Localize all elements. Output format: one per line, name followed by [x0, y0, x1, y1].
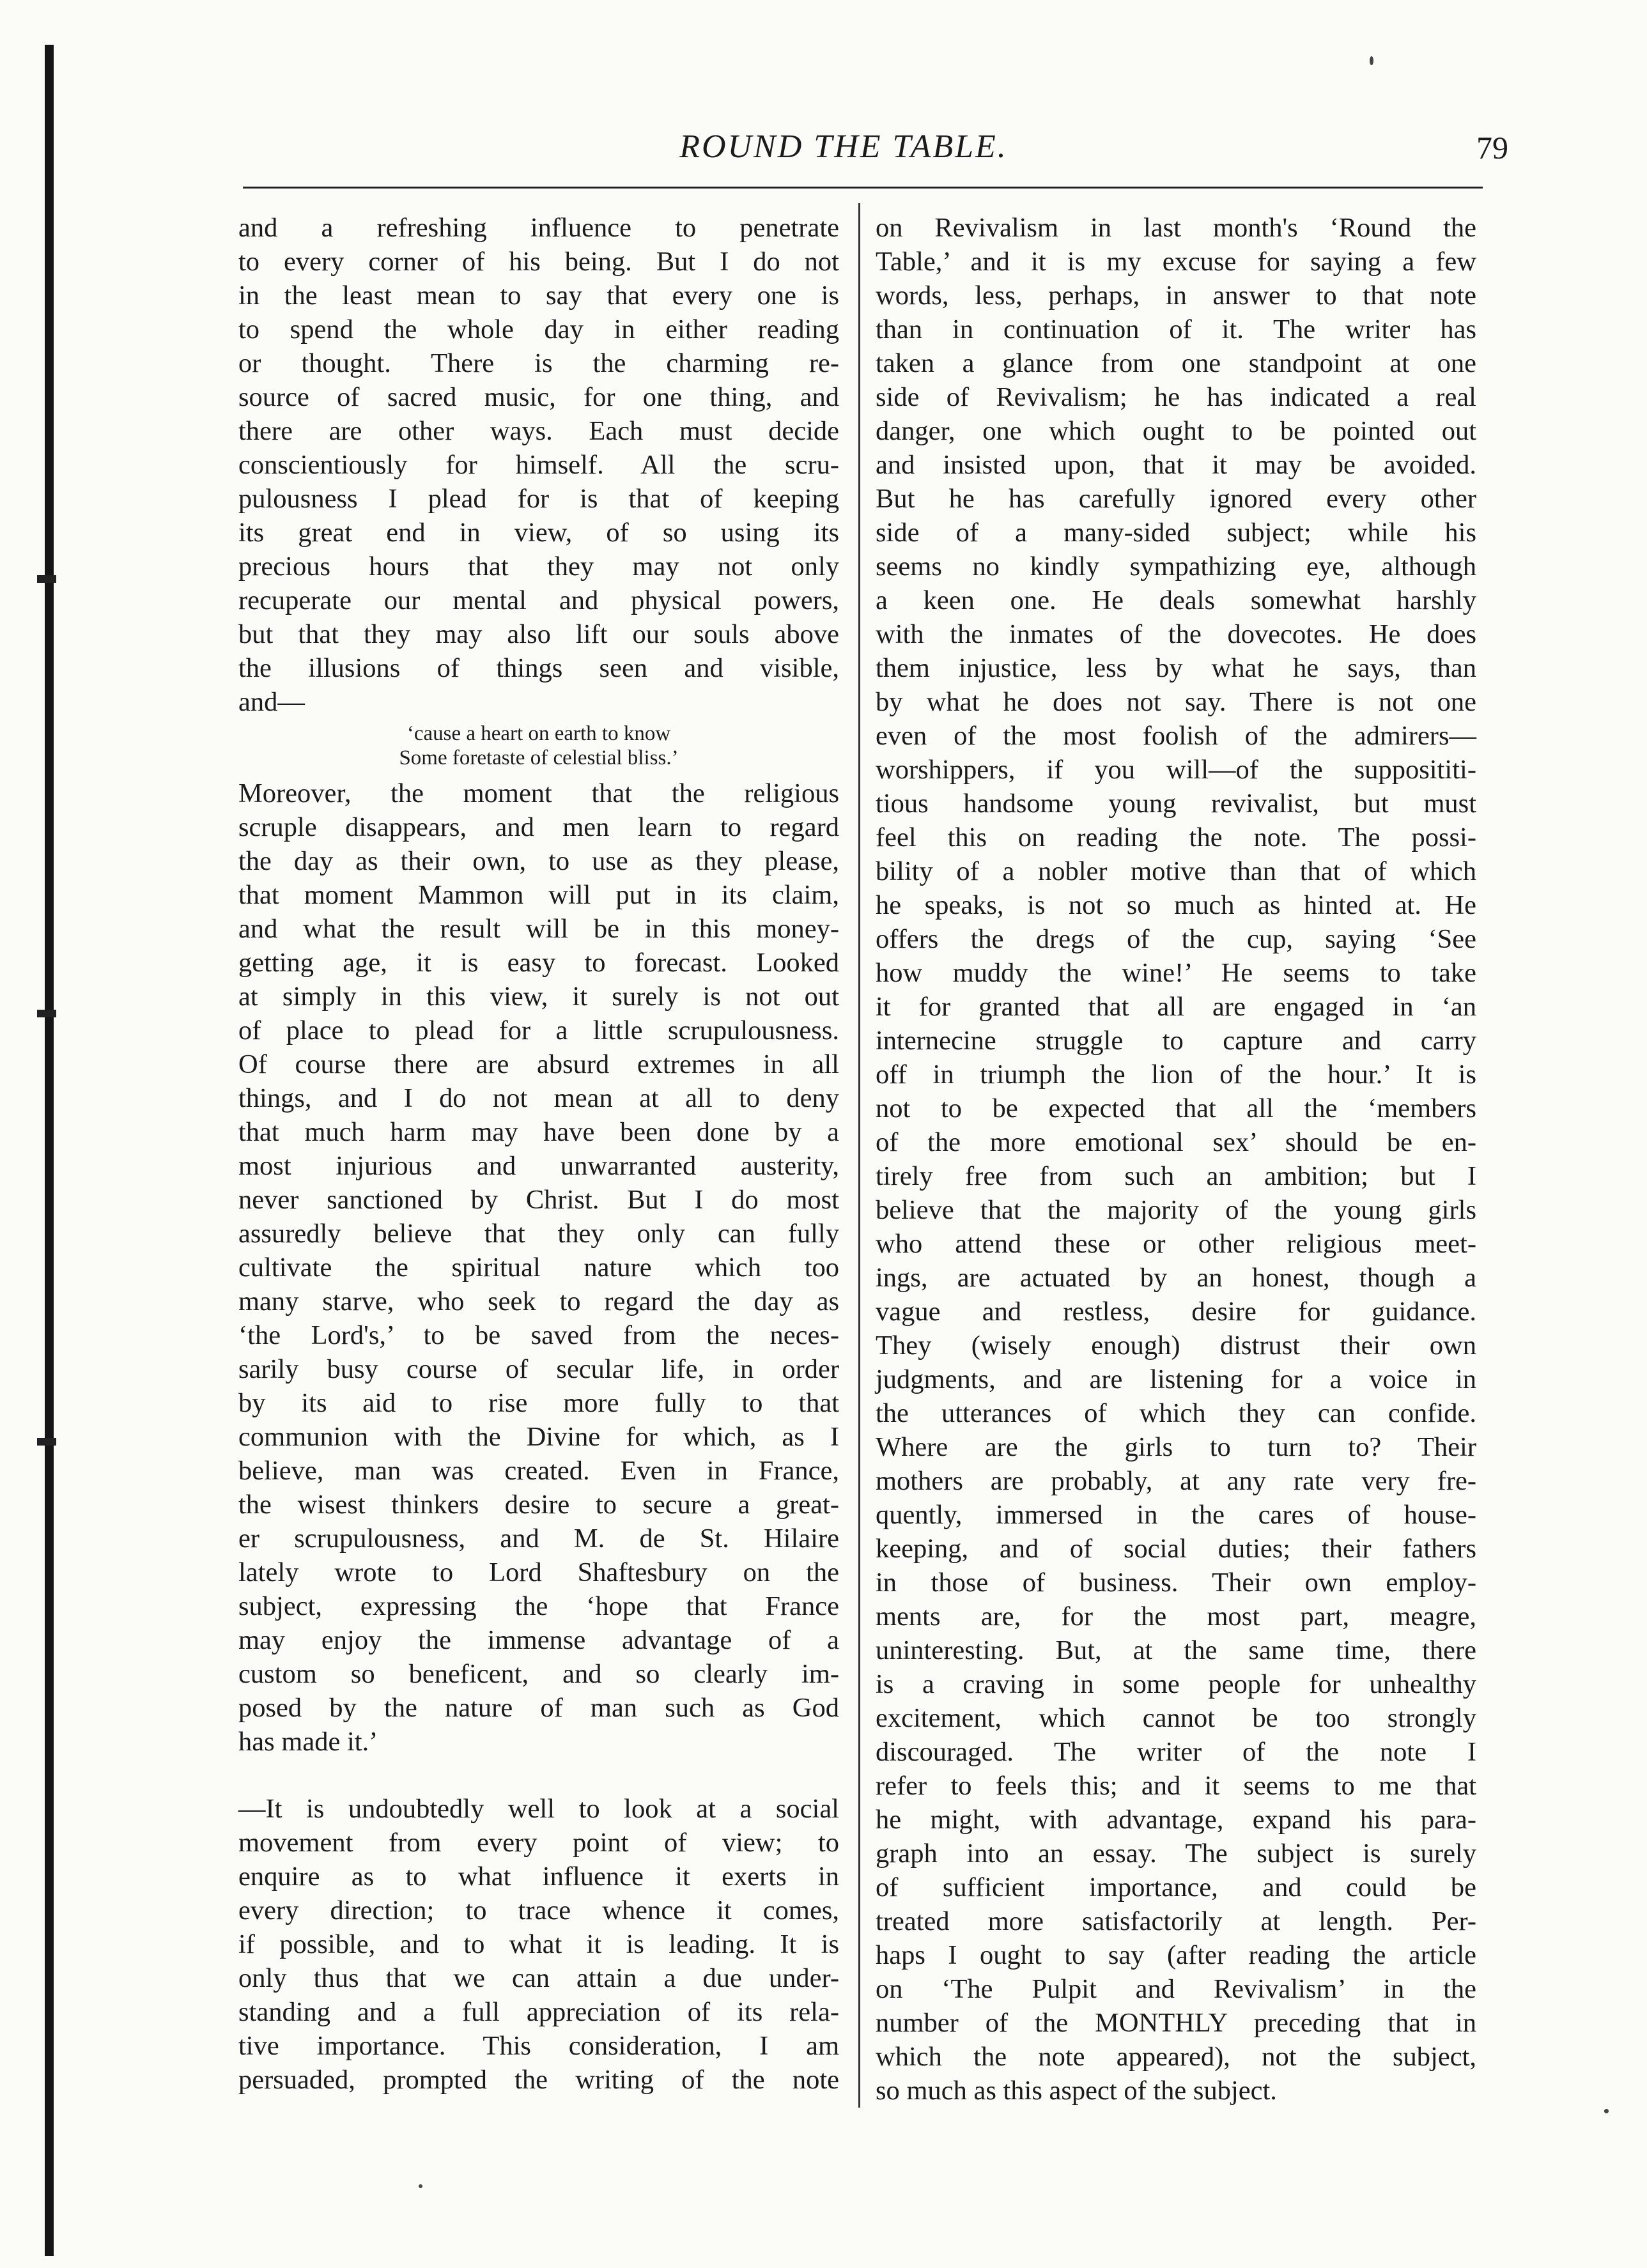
text-line: side of a many-sided subject; while his [876, 518, 1476, 548]
text-line: They (wisely enough) distrust their own [876, 1331, 1476, 1361]
text-line: side of Revivalism; he has indicated a real [876, 382, 1476, 412]
text-line: has made it.’ [238, 1727, 378, 1757]
text-line: it for granted that all are engaged in ‘an [876, 992, 1476, 1022]
text-line: movement from every point of view; to [238, 1828, 839, 1858]
text-line: he speaks, is not so much as hinted at. He [876, 890, 1476, 920]
text-line: sarily busy course of secular life, in order [238, 1354, 839, 1384]
text-line: feel this on reading the note. The possi- [876, 822, 1476, 852]
text-line: bility of a nobler motive than that of which [876, 856, 1476, 886]
text-line: at simply in this view, it surely is not out [238, 982, 839, 1012]
binding-edge [45, 45, 54, 2256]
page-header [179, 121, 1508, 179]
text-line: believe, man was created. Even in France, [238, 1456, 839, 1486]
header-rule [243, 187, 1483, 189]
paragraph [238, 776, 839, 1759]
text-line: subject, expressing the ‘hope that France [238, 1591, 839, 1621]
text-line: tious handsome young revivalist, but must [876, 789, 1476, 819]
text-line: er scrupulousness, and M. de St. Hilaire [238, 1524, 839, 1554]
text-line: most injurious and unwarranted austerity, [238, 1151, 839, 1181]
text-line: on ‘The Pulpit and Revivalism’ in the [876, 1974, 1476, 2004]
text-line: custom so beneficent, and so clearly im- [238, 1659, 839, 1689]
text-line: danger, one which ought to be pointed out [876, 416, 1476, 446]
text-line: who attend these or other religious meet- [876, 1229, 1476, 1259]
paragraph [238, 1792, 839, 2097]
text-line: taken a glance from one standpoint at one [876, 348, 1476, 378]
text-line: to spend the whole day in either reading [238, 314, 839, 344]
column-divider [858, 203, 860, 2108]
text-line: keeping, and of social duties; their fathers [876, 1534, 1476, 1564]
text-line: assuredly believe that they only can fully [238, 1219, 839, 1249]
text-line: internecine struggle to capture and carry [876, 1026, 1476, 1056]
text-line: lately wrote to Lord Shaftesbury on the [238, 1557, 839, 1587]
text-line: that moment Mammon will put in its claim, [238, 880, 839, 910]
text-line: by what he does not say. There is not one [876, 687, 1476, 717]
text-line: so much as this aspect of the subject. [876, 2076, 1277, 2106]
text-line: in the least mean to say that every one is [238, 281, 839, 311]
text-line: getting age, it is easy to forecast. Looked [238, 948, 839, 978]
text-line: of sufficient importance, and could be [876, 1872, 1476, 1902]
text-line: of the more emotional sex’ should be en- [876, 1127, 1476, 1157]
text-line: in those of business. Their own employ- [876, 1568, 1476, 1598]
text-line: posed by the nature of man such as God [238, 1693, 839, 1723]
text-line: but that they may also lift our souls above [238, 619, 839, 649]
text-line: judgments, and are listening for a voice in [876, 1364, 1476, 1394]
text-line: them injustice, less by what he says, than [876, 653, 1476, 683]
text-line: off in triumph the lion of the hour.’ It is [876, 1060, 1476, 1090]
binding-mark [37, 1438, 56, 1446]
text-line: refer to feels this; and it seems to me that [876, 1771, 1476, 1801]
text-line: haps I ought to say (after reading the article [876, 1940, 1476, 1970]
text-line: than in continuation of it. The writer has [876, 314, 1476, 344]
text-line: there are other ways. Each must decide [238, 416, 839, 446]
text-line: ‘the Lord's,’ to be saved from the neces- [238, 1320, 839, 1350]
text-line: offers the dregs of the cup, saying ‘See [876, 924, 1476, 954]
text-line: which the note appeared), not the subject, [876, 2042, 1476, 2072]
left-column [238, 211, 839, 2097]
paragraph [876, 211, 1476, 2108]
text-line: Where are the girls to turn to? Their [876, 1432, 1476, 1462]
text-line: of place to plead for a little scrupulousness. [238, 1015, 839, 1045]
text-line: many starve, who seek to regard the day as [238, 1286, 839, 1316]
text-line: that much harm may have been done by a [238, 1117, 839, 1147]
text-line: he might, with advantage, expand his para- [876, 1805, 1476, 1835]
text-line: cultivate the spiritual nature which too [238, 1253, 839, 1283]
text-line: never sanctioned by Christ. But I do most [238, 1185, 839, 1215]
text-line: mothers are probably, at any rate very fre- [876, 1466, 1476, 1496]
text-line: enquire as to what influence it exerts in [238, 1862, 839, 1892]
quote-line: Some foretaste of celestial bliss.’ [399, 746, 679, 769]
text-line: and insisted upon, that it may be avoided. [876, 450, 1476, 480]
running-head: ROUND THE TABLE. [679, 128, 1008, 165]
text-line: on Revivalism in last month's ‘Round the [876, 213, 1476, 243]
quote-line: ‘cause a heart on earth to know [406, 722, 671, 745]
text-line: may enjoy the immense advantage of a [238, 1625, 839, 1655]
text-line: discouraged. The writer of the note I [876, 1737, 1476, 1767]
text-line: Of course there are absurd extremes in all [238, 1049, 839, 1079]
text-line: ings, are actuated by an honest, though a [876, 1263, 1476, 1293]
text-line: with the inmates of the dovecotes. He does [876, 619, 1476, 649]
text-line: tirely free from such an ambition; but I [876, 1161, 1476, 1191]
text-line: is a craving in some people for unhealthy [876, 1669, 1476, 1699]
text-line: conscientiously for himself. All the scru- [238, 450, 839, 480]
text-line: uninteresting. But, at the same time, there [876, 1635, 1476, 1665]
text-line: communion with the Divine for which, as I [238, 1422, 839, 1452]
text-line: precious hours that they may not only [238, 552, 839, 582]
text-line: things, and I do not mean at all to deny [238, 1083, 839, 1113]
verse-quote [238, 721, 839, 770]
paragraph [238, 211, 839, 719]
text-line: the utterances of which they can confide. [876, 1398, 1476, 1428]
text-line: even of the most foolish of the admirers— [876, 721, 1476, 751]
binding-mark [37, 575, 56, 583]
text-line: ments are, for the most part, meagre, [876, 1601, 1476, 1632]
text-line: persuaded, prompted the writing of the note [238, 2065, 839, 2095]
ink-speck [419, 2184, 422, 2188]
text-line: quently, immersed in the cares of house- [876, 1500, 1476, 1530]
text-line: and what the result will be in this money- [238, 914, 839, 944]
text-line: every direction; to trace whence it comes, [238, 1895, 839, 1925]
text-line: excitement, which cannot be too strongly [876, 1703, 1476, 1733]
text-line: pulousness I plead for is that of keeping [238, 484, 839, 514]
text-line: graph into an essay. The subject is surely [876, 1839, 1476, 1869]
text-line: standing and a full appreciation of its rela- [238, 1997, 839, 2027]
text-line: tive importance. This consideration, I am [238, 2031, 839, 2061]
page-number: 79 [1476, 130, 1508, 166]
right-column [876, 211, 1476, 2108]
text-line: scruple disappears, and men learn to regard [238, 812, 839, 842]
text-line: Table,’ and it is my excuse for saying a few [876, 247, 1476, 277]
text-line: vague and restless, desire for guidance. [876, 1297, 1476, 1327]
text-line: only thus that we can attain a due under- [238, 1963, 839, 1993]
text-line: worshippers, if you will—of the supposititi- [876, 755, 1476, 785]
text-line: believe that the majority of the young girls [876, 1195, 1476, 1225]
text-line: to every corner of his being. But I do not [238, 247, 839, 277]
text-line: But he has carefully ignored every other [876, 484, 1476, 514]
text-line: source of sacred music, for one thing, and [238, 382, 839, 412]
ink-speck [1604, 2109, 1609, 2113]
text-line: the illusions of things seen and visible, [238, 653, 839, 683]
text-line: words, less, perhaps, in answer to that note [876, 281, 1476, 311]
text-line: —It is undoubtedly well to look at a social [238, 1794, 839, 1824]
text-line: seems no kindly sympathizing eye, although [876, 552, 1476, 582]
text-line: recuperate our mental and physical powers, [238, 585, 839, 615]
text-line: Moreover, the moment that the religious [238, 778, 839, 808]
text-line: by its aid to rise more fully to that [238, 1388, 839, 1418]
text-line: treated more satisfactorily at length. Per- [876, 1906, 1476, 1936]
text-line: if possible, and to what it is leading. It is [238, 1929, 839, 1959]
text-line: its great end in view, of so using its [238, 518, 839, 548]
text-line: and— [238, 687, 305, 717]
ink-speck [1370, 56, 1373, 65]
text-line: the wisest thinkers desire to secure a great- [238, 1490, 839, 1520]
text-line: how muddy the wine!’ He seems to take [876, 958, 1476, 988]
text-line: and a refreshing influence to penetrate [238, 213, 839, 243]
text-line: number of the MONTHLY preceding that in [876, 2008, 1476, 2038]
text-line: or thought. There is the charming re- [238, 348, 839, 378]
binding-mark [37, 1010, 56, 1017]
text-line: the day as their own, to use as they please, [238, 846, 839, 876]
paragraph-gap [238, 1759, 839, 1792]
text-line: a keen one. He deals somewhat harshly [876, 585, 1476, 615]
text-line: not to be expected that all the ‘members [876, 1093, 1476, 1123]
